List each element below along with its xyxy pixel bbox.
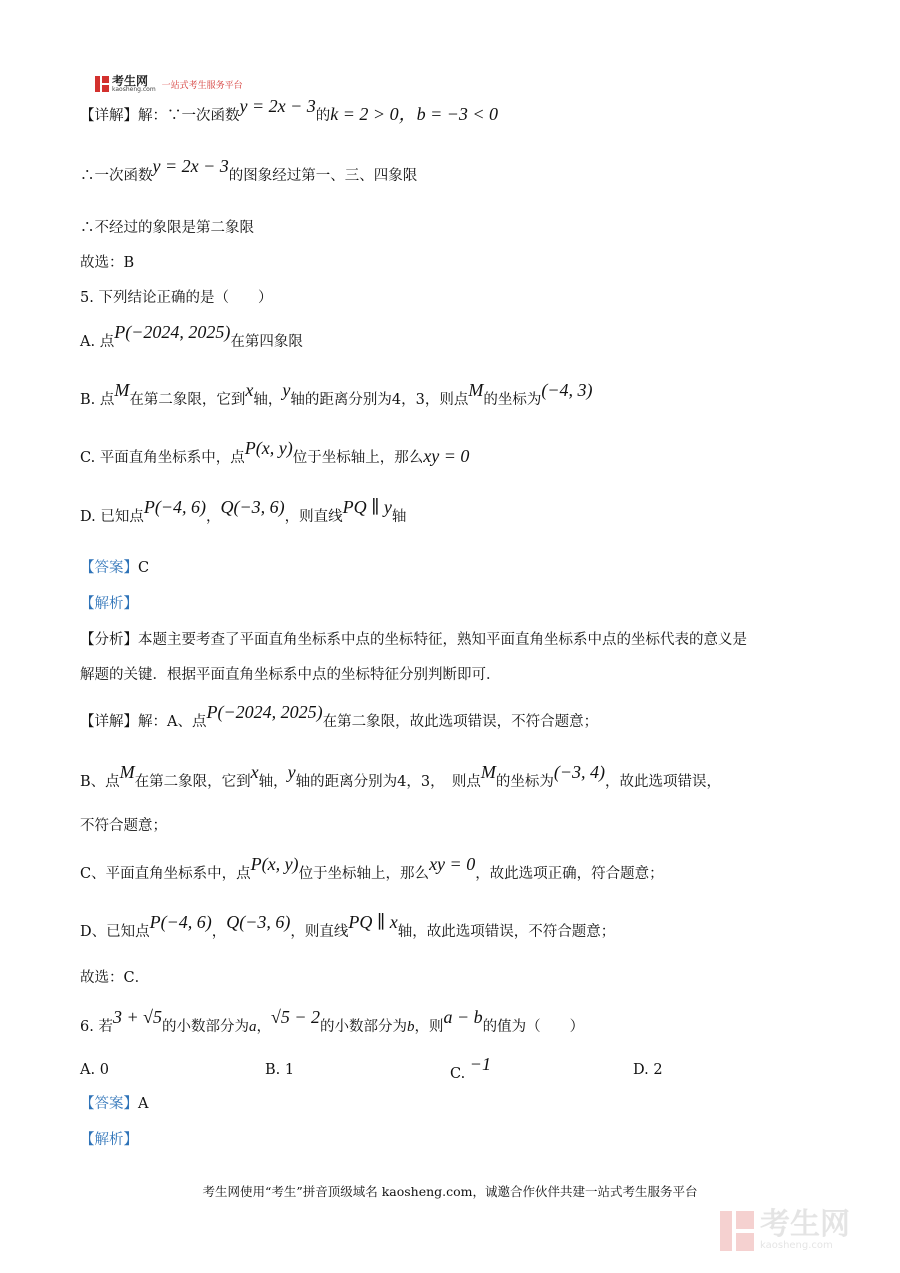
text: 的值为（ ）	[482, 1019, 585, 1035]
q5-option-d	[80, 497, 407, 527]
math-inline: y = 2x − 3	[152, 156, 229, 176]
math-inline: xy = 0	[423, 446, 470, 466]
text: 的坐标为	[495, 774, 554, 790]
math-inline: y = 2x − 3	[239, 96, 316, 116]
math-inline: a − b	[443, 1007, 483, 1027]
q5-fenxi-2: 解题的关键．根据平面直角坐标系中点的坐标特征分别判断即可．	[80, 667, 501, 683]
logo-brand: 考生网	[112, 74, 149, 88]
text: D. 已知点	[80, 509, 144, 525]
text: 的坐标为	[483, 392, 542, 408]
text: ，则	[414, 1019, 444, 1035]
text: 轴，	[253, 392, 283, 408]
text: 位于坐标轴上，那么	[292, 450, 424, 466]
text: 的	[315, 108, 331, 124]
q4-line-2	[80, 156, 418, 186]
q6-option-a: A. 0	[80, 1062, 109, 1078]
fenxi-tag: 【分析】	[80, 632, 138, 648]
text: 本题主要考查了平面直角坐标系中点的坐标特征，熟知平面直角坐标系中点的坐标代表的意义是	[138, 632, 747, 648]
answer-value: A	[138, 1096, 149, 1112]
q5-detail-a	[80, 702, 599, 732]
text: B. 点	[80, 392, 115, 408]
q5-stem: 5. 下列结论正确的是（ ）	[80, 290, 273, 306]
text: ，则直线	[290, 924, 349, 940]
text: 的图象经过第一、三、四象限	[228, 168, 418, 184]
text: D、已知点	[80, 924, 150, 940]
math-inline: PQ ∥ x	[348, 912, 398, 932]
math-inline: (−4, 3)	[541, 380, 593, 400]
q6-analysis-tag: 【解析】	[80, 1132, 138, 1148]
answer-value: C	[138, 560, 150, 576]
text: C.	[450, 1066, 466, 1082]
q5-fenxi-1	[80, 632, 747, 649]
math-inline: x	[250, 762, 259, 782]
text: B、点	[80, 774, 120, 790]
q6-option-c	[450, 1054, 491, 1084]
math-inline: xy = 0	[429, 854, 476, 874]
math-inline: P(x, y)	[250, 854, 299, 874]
text: 的小数部分为	[320, 1019, 408, 1035]
math-inline: P(x, y)	[244, 438, 293, 458]
text: A. 点	[80, 334, 115, 350]
text: 在第二象限，故此选项错误，不符合题意；	[322, 714, 599, 730]
text: ，故此选项正确，符合题意；	[475, 866, 664, 882]
math-inline: M	[114, 380, 130, 400]
detail-tag: 【详解】	[80, 714, 138, 730]
text: ，	[211, 924, 227, 940]
text: ，	[256, 1019, 271, 1035]
math-inline: y	[282, 380, 291, 400]
math-inline: P(−2024, 2025)	[114, 322, 231, 342]
q5-detail-b-cont: 不符合题意；	[80, 818, 167, 834]
math-inline: M	[480, 762, 496, 782]
q6-stem	[80, 1007, 585, 1037]
text: C. 平面直角坐标系中，点	[80, 450, 245, 466]
math-inline: √5 − 2	[270, 1007, 321, 1027]
q4-line-3: ∴不经过的象限是第二象限	[80, 220, 254, 236]
q5-analysis-tag: 【解析】	[80, 596, 138, 612]
text: ，则直线	[284, 509, 343, 525]
header-logo	[95, 73, 243, 95]
math-inline: Q(−3, 6)	[226, 912, 291, 932]
math-inline: (−3, 4)	[553, 762, 605, 782]
q5-option-a	[80, 322, 303, 352]
text: 在第四象限	[230, 334, 303, 350]
logo-domain: kaosheng.com	[112, 86, 156, 93]
logo-tagline: 一站式考生服务平台	[161, 80, 243, 91]
math-inline: Q(−3, 6)	[220, 497, 285, 517]
q5-option-c	[80, 438, 470, 468]
text: 轴	[391, 509, 407, 525]
text: 解：A、点	[138, 714, 207, 730]
q5-choice: 故选：C．	[80, 970, 150, 986]
math-inline: b	[407, 1019, 415, 1035]
text: 轴的距离分别为4，3，则点	[290, 392, 469, 408]
text: 6. 若	[80, 1019, 113, 1035]
answer-tag: 【答案】	[80, 1096, 138, 1112]
math-inline: −1	[469, 1054, 491, 1074]
q4-choice: 故选：B	[80, 255, 135, 271]
math-inline: 3 + √5	[112, 1007, 162, 1027]
text: ∴一次函数	[80, 168, 153, 184]
page-footer: 考生网使用“考生”拼音顶级域名 kaosheng.com，诚邀合作伙伴共建一站式考生服务平台	[202, 1184, 698, 1199]
text: 的小数部分为	[161, 1019, 249, 1035]
text: C、平面直角坐标系中，点	[80, 866, 251, 882]
text: 轴，	[258, 774, 288, 790]
q6-option-b: B. 1	[265, 1062, 295, 1078]
math-inline: M	[119, 762, 135, 782]
watermark-domain: kaosheng.com	[760, 1240, 833, 1251]
detail-tag: 【详解】	[80, 108, 138, 124]
text: 位于坐标轴上，那么	[298, 866, 430, 882]
watermark-text	[760, 1207, 850, 1251]
math-inline: PQ ∥ y	[342, 497, 392, 517]
math-inline: P(−4, 6)	[149, 912, 212, 932]
logo-text	[112, 75, 156, 93]
logo-icon	[95, 76, 109, 92]
q5-option-b	[80, 380, 593, 410]
math-inline: P(−2024, 2025)	[206, 702, 323, 722]
q6-option-d: D. 2	[633, 1062, 663, 1078]
math-inline: y	[287, 762, 296, 782]
math-inline: P(−4, 6)	[143, 497, 206, 517]
q6-answer-line	[80, 1096, 148, 1113]
watermark-icon	[720, 1211, 754, 1251]
math-inline: a	[248, 1019, 257, 1035]
text: 在第二象限，它到	[134, 774, 251, 790]
math-inline: x	[245, 380, 254, 400]
math-inline: k = 2 > 0，b = −3 < 0	[330, 104, 499, 124]
text: ，故此选项错误，	[605, 774, 721, 790]
q5-detail-c	[80, 854, 664, 884]
watermark-logo	[720, 1207, 850, 1251]
q5-detail-b	[80, 762, 721, 792]
answer-tag: 【答案】	[80, 560, 138, 576]
watermark-brand: 考生网	[760, 1207, 850, 1242]
q5-answer-line	[80, 560, 149, 577]
q4-detail-line	[80, 96, 499, 126]
text: 轴的距离分别为4，3， 则点	[295, 774, 481, 790]
text: 在第二象限，它到	[129, 392, 246, 408]
text: ，	[205, 509, 221, 525]
math-inline: M	[468, 380, 484, 400]
q5-detail-d	[80, 912, 616, 942]
text: 轴，故此选项错误，不符合题意；	[397, 924, 616, 940]
text: 解：∵一次函数	[138, 108, 240, 124]
